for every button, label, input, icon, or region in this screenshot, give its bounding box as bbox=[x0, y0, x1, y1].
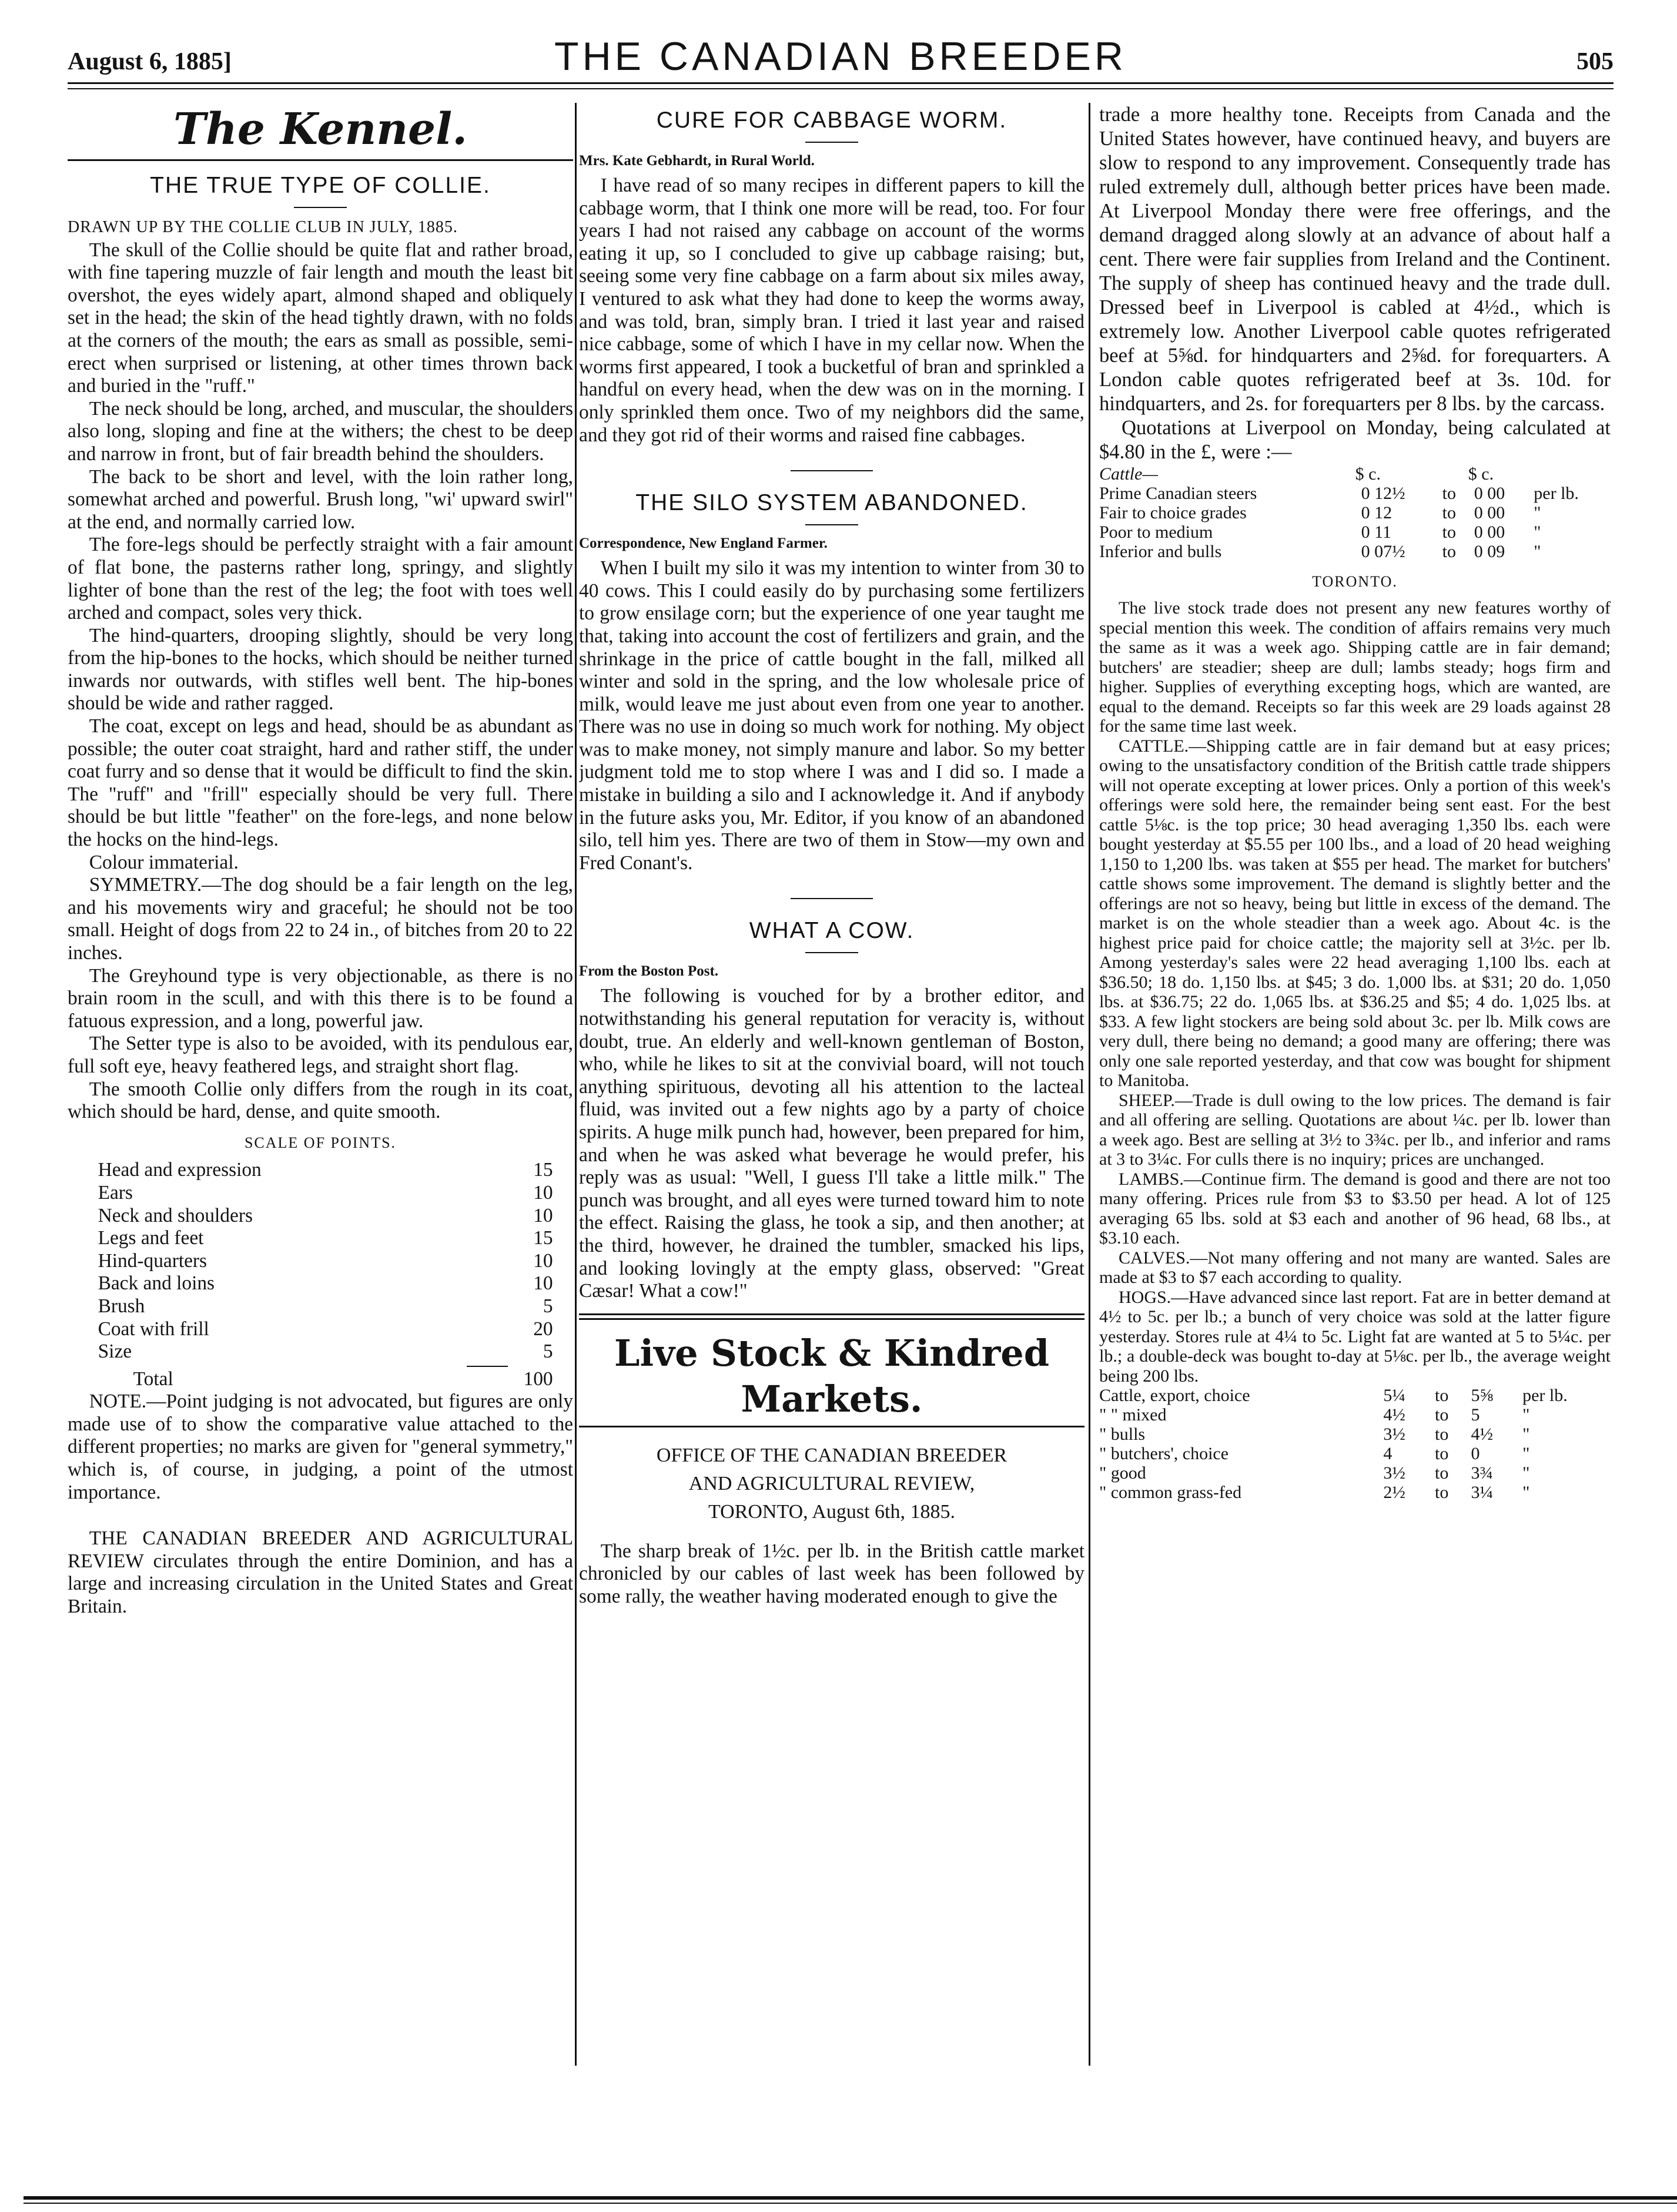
cow-text: The following is vouched for by a brother editor, and notwithstanding his general reputation for veracity is, without doubt, true. An elderly and well-known gentleman of Boston, who, while he likes to sit at the convivial board, will not touch anything spirituous, devoting all his attention to the lacteal fluid, was invited out a few nights ago by a party of choice spirits. A huge milk punch had, however, been prepared for him, and when he was asked what beverage he would prefer, his reply was as usual: "Well, I guess I'll take a little milk." The punch was brought, and all eyes were turned toward him to note the effect. Raising the glass, he took a sip, and then another; at the third, however, he drained the tumbler, smacked his lips, and looking lovingly at the empty glass, observed: "Great Cæsar! What a cow!" bbox=[579, 985, 1084, 1302]
scale-value: 10 bbox=[533, 1249, 553, 1272]
silo-text: When I built my silo it was my intention to winter from 30 to 40 cows. This I could easily do by purchasing some fertilizers to grow ensilage corn; but the experience of one year taught me that, taking into account the cost of fertilizers and grain, and the shrinkage in the price of cattle bought in the fall, milked all winter and sold in the spring, and the low wholesale price of milk, would leave me just about even from one year to another. There was no use in doing so much work for nothing. My object was to make money, not simply manure and labor. So my better judgment told me to stop where I was and I did so. I made a mistake in building a silo and I acknowledge it. And if anybody in the future asks you, Mr. Editor, if you know of an abandoned silo, tell him yes. There are two of them in Stow—my own and Fred Conant's. bbox=[579, 557, 1084, 874]
cabbage-source: Mrs. Kate Gebhardt, in Rural World. bbox=[579, 153, 815, 169]
office-line: OFFICE OF THE CANADIAN BREEDER bbox=[656, 1444, 1007, 1466]
scale-label: Head and expression bbox=[98, 1159, 262, 1181]
quote-cell: 0 12 bbox=[1361, 503, 1393, 522]
collie-paragraph: The smooth Collie only differs from the rough in its coat, which should be hard, dense, and quite smooth. bbox=[68, 1078, 573, 1123]
scale-row bbox=[98, 1182, 553, 1205]
quote-cell: 3¾ bbox=[1471, 1463, 1493, 1483]
quote-cell: " good bbox=[1099, 1463, 1146, 1483]
scale-label: Ears bbox=[98, 1181, 133, 1204]
quote-cell: " bbox=[1522, 1483, 1530, 1502]
toronto-quote-row bbox=[1099, 1463, 1611, 1483]
office-date: TORONTO, August 6th, 1885. bbox=[708, 1500, 955, 1523]
quote-cell: " bbox=[1534, 542, 1541, 561]
newspaper-title: THE CANADIAN BREEDER bbox=[554, 34, 1127, 79]
quote-cell: to bbox=[1434, 1386, 1449, 1405]
quote-cell: 0 12½ bbox=[1361, 484, 1405, 503]
quote-header-cell: $ c. bbox=[1355, 464, 1381, 484]
collie-paragraph: The skull of the Collie should be quite flat and rather broad, with fine tapering muzzle of fair length and mouth the least bit overshot, the eyes widely apart, almond shaped and obliquely set in the head; the skin of the head tightly drawn, with no folds at the corners of the mouth; the ears as small as possible, semi-erect when surprised or listening, at other times thrown back and buried in the "ruff." bbox=[68, 239, 573, 397]
collie-paragraph: The back to be short and level, with the loin rather long, somewhat arched and powerful. Brush long, "wi' upward swirl" at the end, and normally carried low. bbox=[68, 465, 573, 533]
quote-cell: to bbox=[1434, 1483, 1449, 1502]
quote-cell: " bbox=[1534, 503, 1541, 522]
silo-headline: THE SILO SYSTEM ABANDONED. bbox=[635, 490, 1028, 516]
cow-source: From the Boston Post. bbox=[579, 963, 719, 980]
quote-cell: to bbox=[1442, 484, 1456, 503]
scale-row bbox=[98, 1340, 553, 1363]
total-label: Total bbox=[133, 1368, 173, 1390]
collie-paragraph: The coat, except on legs and head, should be as abundant as possible; the outer coat straight, hard and rather stiff, the under coat furry and so dense that it would be difficult to find the skin. The "ruff" and "frill" especially should be very full. There should be but little "feather" on the fore-legs, and none below the hocks on the hind-legs. bbox=[68, 715, 573, 851]
quotations-intro: Quotations at Liverpool on Monday, being calculated at $4.80 in the £, were :— bbox=[1099, 417, 1611, 463]
quote-cell: 0 11 bbox=[1361, 522, 1392, 542]
markets-rule bbox=[579, 1313, 1084, 1320]
article-divider bbox=[791, 470, 873, 471]
scale-label: Brush bbox=[98, 1295, 145, 1317]
office-line: AND AGRICULTURAL REVIEW, bbox=[688, 1472, 975, 1494]
circulation-notice: THE CANADIAN BREEDER AND AGRICULTURAL REVIEW circulates through the entire Dominion, and has a large and increasing circulation in the United States and Great Britain. bbox=[68, 1527, 573, 1618]
market-paragraph: CALVES.—Not many offering and not many are wanted. Sales are made at $3 to $7 each according to quality. bbox=[1099, 1248, 1611, 1287]
quote-cell: 0 07½ bbox=[1361, 542, 1405, 561]
quote-cell: 5 bbox=[1471, 1405, 1480, 1425]
scale-of-points-table bbox=[98, 1159, 553, 1363]
toronto-quote-row bbox=[1099, 1425, 1611, 1444]
scale-row bbox=[98, 1250, 553, 1273]
quote-cell: 0 09 bbox=[1474, 542, 1505, 561]
scale-value: 20 bbox=[533, 1318, 553, 1340]
quote-cell: 4½ bbox=[1471, 1425, 1493, 1444]
scale-value: 5 bbox=[543, 1295, 553, 1317]
quote-cell: 0 00 bbox=[1474, 484, 1505, 503]
collie-paragraph: The Greyhound type is very objectionable, as there is no brain room in the scull, and with this there is to be found a fatuous expression, and a long, powerful jaw. bbox=[68, 964, 573, 1032]
column-divider-2 bbox=[1089, 103, 1090, 2066]
department-title: The Kennel. bbox=[173, 104, 468, 155]
scale-row bbox=[98, 1272, 553, 1295]
scale-value: 10 bbox=[533, 1272, 553, 1295]
liverpool-quote-row bbox=[1099, 484, 1611, 503]
cow-headline: WHAT A COW. bbox=[749, 918, 915, 944]
quote-cell: to bbox=[1434, 1463, 1449, 1483]
quote-cell: Poor to medium bbox=[1099, 522, 1213, 542]
toronto-title: TORONTO. bbox=[1312, 573, 1398, 590]
market-paragraph: SHEEP.—Trade is dull owing to the low prices. The demand is fair and all offering are selling. Quotations are about ¼c. per lb. lower than a week ago. Best are selling at 3½ to 3¾c. per lb., and inferior and rams at 3 to 3¼c. For culls there is no inquiry; prices are unchanged. bbox=[1099, 1090, 1611, 1169]
toronto-quote-row bbox=[1099, 1444, 1611, 1463]
quote-cell: 0 00 bbox=[1474, 503, 1505, 522]
markets-rule-bottom bbox=[579, 1426, 1084, 1427]
column-divider-1 bbox=[575, 103, 577, 2066]
toronto-quote-row bbox=[1099, 1405, 1611, 1425]
quote-cell: " bbox=[1534, 522, 1541, 542]
collie-paragraph: The fore-legs should be perfectly straight with a fair amount of flat bone, the pasterns rather long, springy, and slightly lighter of bone than the rest of the leg; the foot with toes well arched and compact, soles very thick. bbox=[68, 534, 573, 624]
scale-row bbox=[98, 1159, 553, 1182]
quote-cell: 5¼ bbox=[1383, 1386, 1405, 1405]
quote-cell: to bbox=[1442, 542, 1456, 561]
short-rule bbox=[805, 524, 858, 525]
quote-cell: 3¼ bbox=[1471, 1483, 1493, 1502]
scale-title: SCALE OF POINTS. bbox=[244, 1134, 397, 1151]
column-kennel bbox=[68, 103, 573, 2082]
short-rule bbox=[805, 142, 858, 143]
scale-row bbox=[98, 1318, 553, 1341]
scale-label: Legs and feet bbox=[98, 1227, 204, 1249]
quote-cell: to bbox=[1442, 522, 1456, 542]
liverpool-quote-row bbox=[1099, 542, 1611, 561]
scale-value: 10 bbox=[533, 1204, 553, 1226]
page-bottom-rule-thin bbox=[24, 2203, 1677, 2204]
collie-club-line: DRAWN UP BY THE COLLIE CLUB IN JULY, 1885. bbox=[68, 218, 458, 236]
collie-paragraph: The Setter type is also to be avoided, with its pendulous ear, full soft eye, heavy feathered legs, and straight short flag. bbox=[68, 1033, 573, 1077]
markets-title: Live Stock & Kindred Markets. bbox=[614, 1331, 1050, 1420]
quote-cell: to bbox=[1434, 1444, 1449, 1463]
quote-cell: " butchers', choice bbox=[1099, 1444, 1229, 1463]
silo-source: Correspondence, New England Farmer. bbox=[579, 535, 828, 552]
liverpool-quotes-table bbox=[1099, 464, 1611, 561]
market-continuation: trade a more healthy tone. Receipts from Canada and the United States however, have continued heavy, and buyers are slow to respond to any improvement. Consequently trade has ruled extremely dull, although better prices have been made. At Liverpool Monday there were free offerings, and the demand dragged along slowly at an advance of about half a cent. There were fair supplies from Ireland and the Continent. The supply of sheep has continued heavy and the trade dull. Dressed beef in Liverpool is cabled at 4½d., which is extremely low. Another Liverpool cable quotes refrigerated beef at 5⅝d. for hindquarters and 2⅝d. for forequarters. A London cable quotes refrigerated beef at 3s. 10d. for hindquarters, and 2s. for forequarters per 8 lbs. by the carcass. bbox=[1099, 103, 1611, 415]
quote-header-cell: $ c. bbox=[1468, 464, 1494, 484]
quote-cell: " bbox=[1522, 1463, 1530, 1483]
page-bottom-rule bbox=[24, 2196, 1677, 2200]
quote-cell: 0 bbox=[1471, 1444, 1480, 1463]
quote-cell: " bbox=[1522, 1425, 1530, 1444]
liverpool-quote-row bbox=[1099, 522, 1611, 542]
total-value: 100 bbox=[523, 1368, 553, 1390]
quote-cell: to bbox=[1442, 503, 1456, 522]
collie-headline: THE TRUE TYPE OF COLLIE. bbox=[150, 173, 491, 198]
article-divider bbox=[791, 898, 873, 899]
toronto-quote-row bbox=[1099, 1483, 1611, 1502]
quote-cell: Prime Canadian steers bbox=[1099, 484, 1257, 503]
scale-row bbox=[98, 1227, 553, 1250]
short-rule bbox=[805, 952, 858, 953]
quote-cell: Cattle, export, choice bbox=[1099, 1386, 1250, 1405]
scale-value: 10 bbox=[533, 1181, 553, 1204]
quote-cell: 2½ bbox=[1383, 1483, 1405, 1502]
quote-cell: 5⅝ bbox=[1471, 1386, 1493, 1405]
scale-value: 15 bbox=[533, 1227, 553, 1249]
masthead-rule bbox=[68, 82, 1614, 84]
column-markets bbox=[1099, 103, 1611, 2082]
scale-note: NOTE.—Point judging is not advocated, but figures are only made use of to show the comparative value attached to the different properties; no marks are given for "general symmetry," which is, of course, in judging, a point of the utmost importance. bbox=[68, 1390, 573, 1503]
market-paragraph: CATTLE.—Shipping cattle are in fair demand but at easy prices; owing to the unsatisfactory condition of the British cattle trade shippers will not operate excepting at lower prices. Only a portion of this week's offerings were sold here, the remainder being sent east. For the best cattle 5⅛c. is the top price; 30 head averaging 1,350 lbs. each were bought yesterday at $5.55 per 100 lbs., and a load of 20 head weighing 1,150 to 1,200 lbs. was taken at $55 per head. The market for butchers' cattle shows some improvement. The demand is slightly better and the offerings are not so heavy, being but little in excess of the demand. The market is on the whole steadier than a week ago. About 4c. is the highest price paid for choice cattle; the majority sell at 3½c. per lb. Among yesterday's sales were 22 head averaging 1,100 lbs. each at $36.50; 18 do. 1,150 lbs. at $45; 3 do. 1,000 lbs. at $31; 20 do. 1,050 lbs. at $36.75; 22 do. 1,065 lbs. at $36.25 and $5; 4 do. 1,025 lbs. at $33. A few light stockers are being sold about 3c. per lb. Milk cows are very dull, there being no demand; a good many are offering; there was only one sale reported yesterday, and that cow was bought for shipment to Manitoba. bbox=[1099, 736, 1611, 1090]
scale-label: Neck and shoulders bbox=[98, 1204, 253, 1226]
quote-cell: Fair to choice grades bbox=[1099, 503, 1247, 522]
collie-paragraph: The hind-quarters, drooping slightly, should be very long from the hip-bones to the hocks, which should be neither turned inwards nor outwards, with stifles well bent. The hip-bones should be wide and rather ragged. bbox=[68, 624, 573, 715]
short-rule bbox=[294, 207, 347, 208]
cabbage-text: I have read of so many recipes in different papers to kill the cabbage worm, that I think one more will be read, too. For four years I had not raised any cabbage on account of the worms eating it up, so I concluded to give up cabbage raising; but, seeing some very fine cabbage on a farm about six miles away, I ventured to ask what they had done to keep the worms away, and was told, bran, simply bran. I tried it last year and raised nice cabbage, some of which I have in my cellar now. When the worms first appeared, I took a bucketful of bran and sprinkled a handful on every head, when the dew was on in the morning. I only sprinkled them once. Two of my neighbors did the same, and they got rid of their worms and raised fine cabbages. bbox=[579, 175, 1084, 446]
quote-cell: " bbox=[1522, 1444, 1530, 1463]
quote-cell: 3½ bbox=[1383, 1425, 1405, 1444]
scale-label: Size bbox=[98, 1340, 132, 1363]
cabbage-headline: CURE FOR CABBAGE WORM. bbox=[656, 108, 1007, 133]
section-rule bbox=[68, 159, 573, 161]
quote-header-cell bbox=[1528, 464, 1611, 484]
toronto-quotes-table bbox=[1099, 1386, 1611, 1502]
quote-cell: Inferior and bulls bbox=[1099, 542, 1222, 561]
quote-cell: 4 bbox=[1383, 1444, 1393, 1463]
issue-date: August 6, 1885] bbox=[68, 48, 232, 75]
market-paragraph: HOGS.—Have advanced since last report. Fat are in better demand at 4½ to 5c. per lb.; a bunch of very choice was sold at the latter figure yesterday. Stores rule at 4¼ to 5c. Light fat are wanted at 5 to 5¼c. per lb.; a double-deck was bought to-day at 5⅛c. per lb., the average weight being 200 lbs. bbox=[1099, 1287, 1611, 1386]
quote-cell: per lb. bbox=[1534, 484, 1579, 503]
scale-label: Back and loins bbox=[98, 1272, 215, 1295]
quote-header-cell: Cattle— bbox=[1099, 464, 1159, 484]
quote-cell: per lb. bbox=[1522, 1386, 1568, 1405]
quote-cell: to bbox=[1434, 1405, 1449, 1425]
quote-cell: " " mixed bbox=[1099, 1405, 1167, 1425]
sharp-break-text: The sharp break of 1½c. per lb. in the British cattle market chronicled by our cables of last week has been followed by some rally, the weather having moderated enough to give the bbox=[579, 1540, 1084, 1607]
page-number: 505 bbox=[1576, 48, 1614, 75]
scale-value: 5 bbox=[543, 1340, 553, 1363]
scale-label: Coat with frill bbox=[98, 1318, 209, 1340]
quote-cell: " common grass-fed bbox=[1099, 1483, 1242, 1502]
scale-label: Hind-quarters bbox=[98, 1249, 207, 1272]
collie-paragraph: SYMMETRY.—The dog should be a fair length on the leg, and his movements wiry and graceful; he should not be too small. Height of dogs from 22 to 24 in., of bitches from 20 to 22 inches. bbox=[68, 874, 573, 964]
quote-cell: 0 00 bbox=[1474, 522, 1505, 542]
scale-row bbox=[98, 1205, 553, 1228]
scale-value: 15 bbox=[533, 1159, 553, 1181]
quote-header-cell bbox=[1437, 464, 1468, 484]
quote-cell: to bbox=[1434, 1425, 1449, 1444]
quote-cell: " bbox=[1522, 1405, 1530, 1425]
collie-paragraph: The neck should be long, arched, and muscular, the shoulders also long, sloping and fine at the withers; the chest to be deep and narrow in front, but of fair breadth behind the shoulders. bbox=[68, 397, 573, 465]
toronto-quote-row bbox=[1099, 1386, 1611, 1405]
market-paragraph: The live stock trade does not present any new features worthy of special mention this week. The condition of affairs remains very much the same as it was a week ago. Shipping cattle are in fair demand; butchers' are steadier; sheep are dull; lambs steady; hogs firm and higher. Supplies of everything excepting hogs, which are wanted, are equal to the demand. Receipts so far this week are 29 loads against 28 for the same time last week. bbox=[1099, 598, 1611, 736]
quote-cell: 4½ bbox=[1383, 1405, 1405, 1425]
quote-cell: 3½ bbox=[1383, 1463, 1405, 1483]
quote-cell: " bulls bbox=[1099, 1425, 1146, 1444]
scale-total bbox=[98, 1368, 553, 1391]
market-paragraph: LAMBS.—Continue firm. The demand is good and there are not too many offering. Prices rule from $3 to $3.50 per head. A lot of 125 averaging 65 lbs. sold at $3 each and another of 96 head, 68 lbs., at $3.10 each. bbox=[1099, 1169, 1611, 1248]
collie-paragraph: Colour immaterial. bbox=[89, 851, 239, 873]
masthead-rule-thin bbox=[68, 88, 1614, 89]
total-rule bbox=[467, 1366, 508, 1367]
liverpool-quote-row bbox=[1099, 503, 1611, 522]
column-articles bbox=[579, 103, 1084, 2082]
scale-row bbox=[98, 1295, 553, 1318]
